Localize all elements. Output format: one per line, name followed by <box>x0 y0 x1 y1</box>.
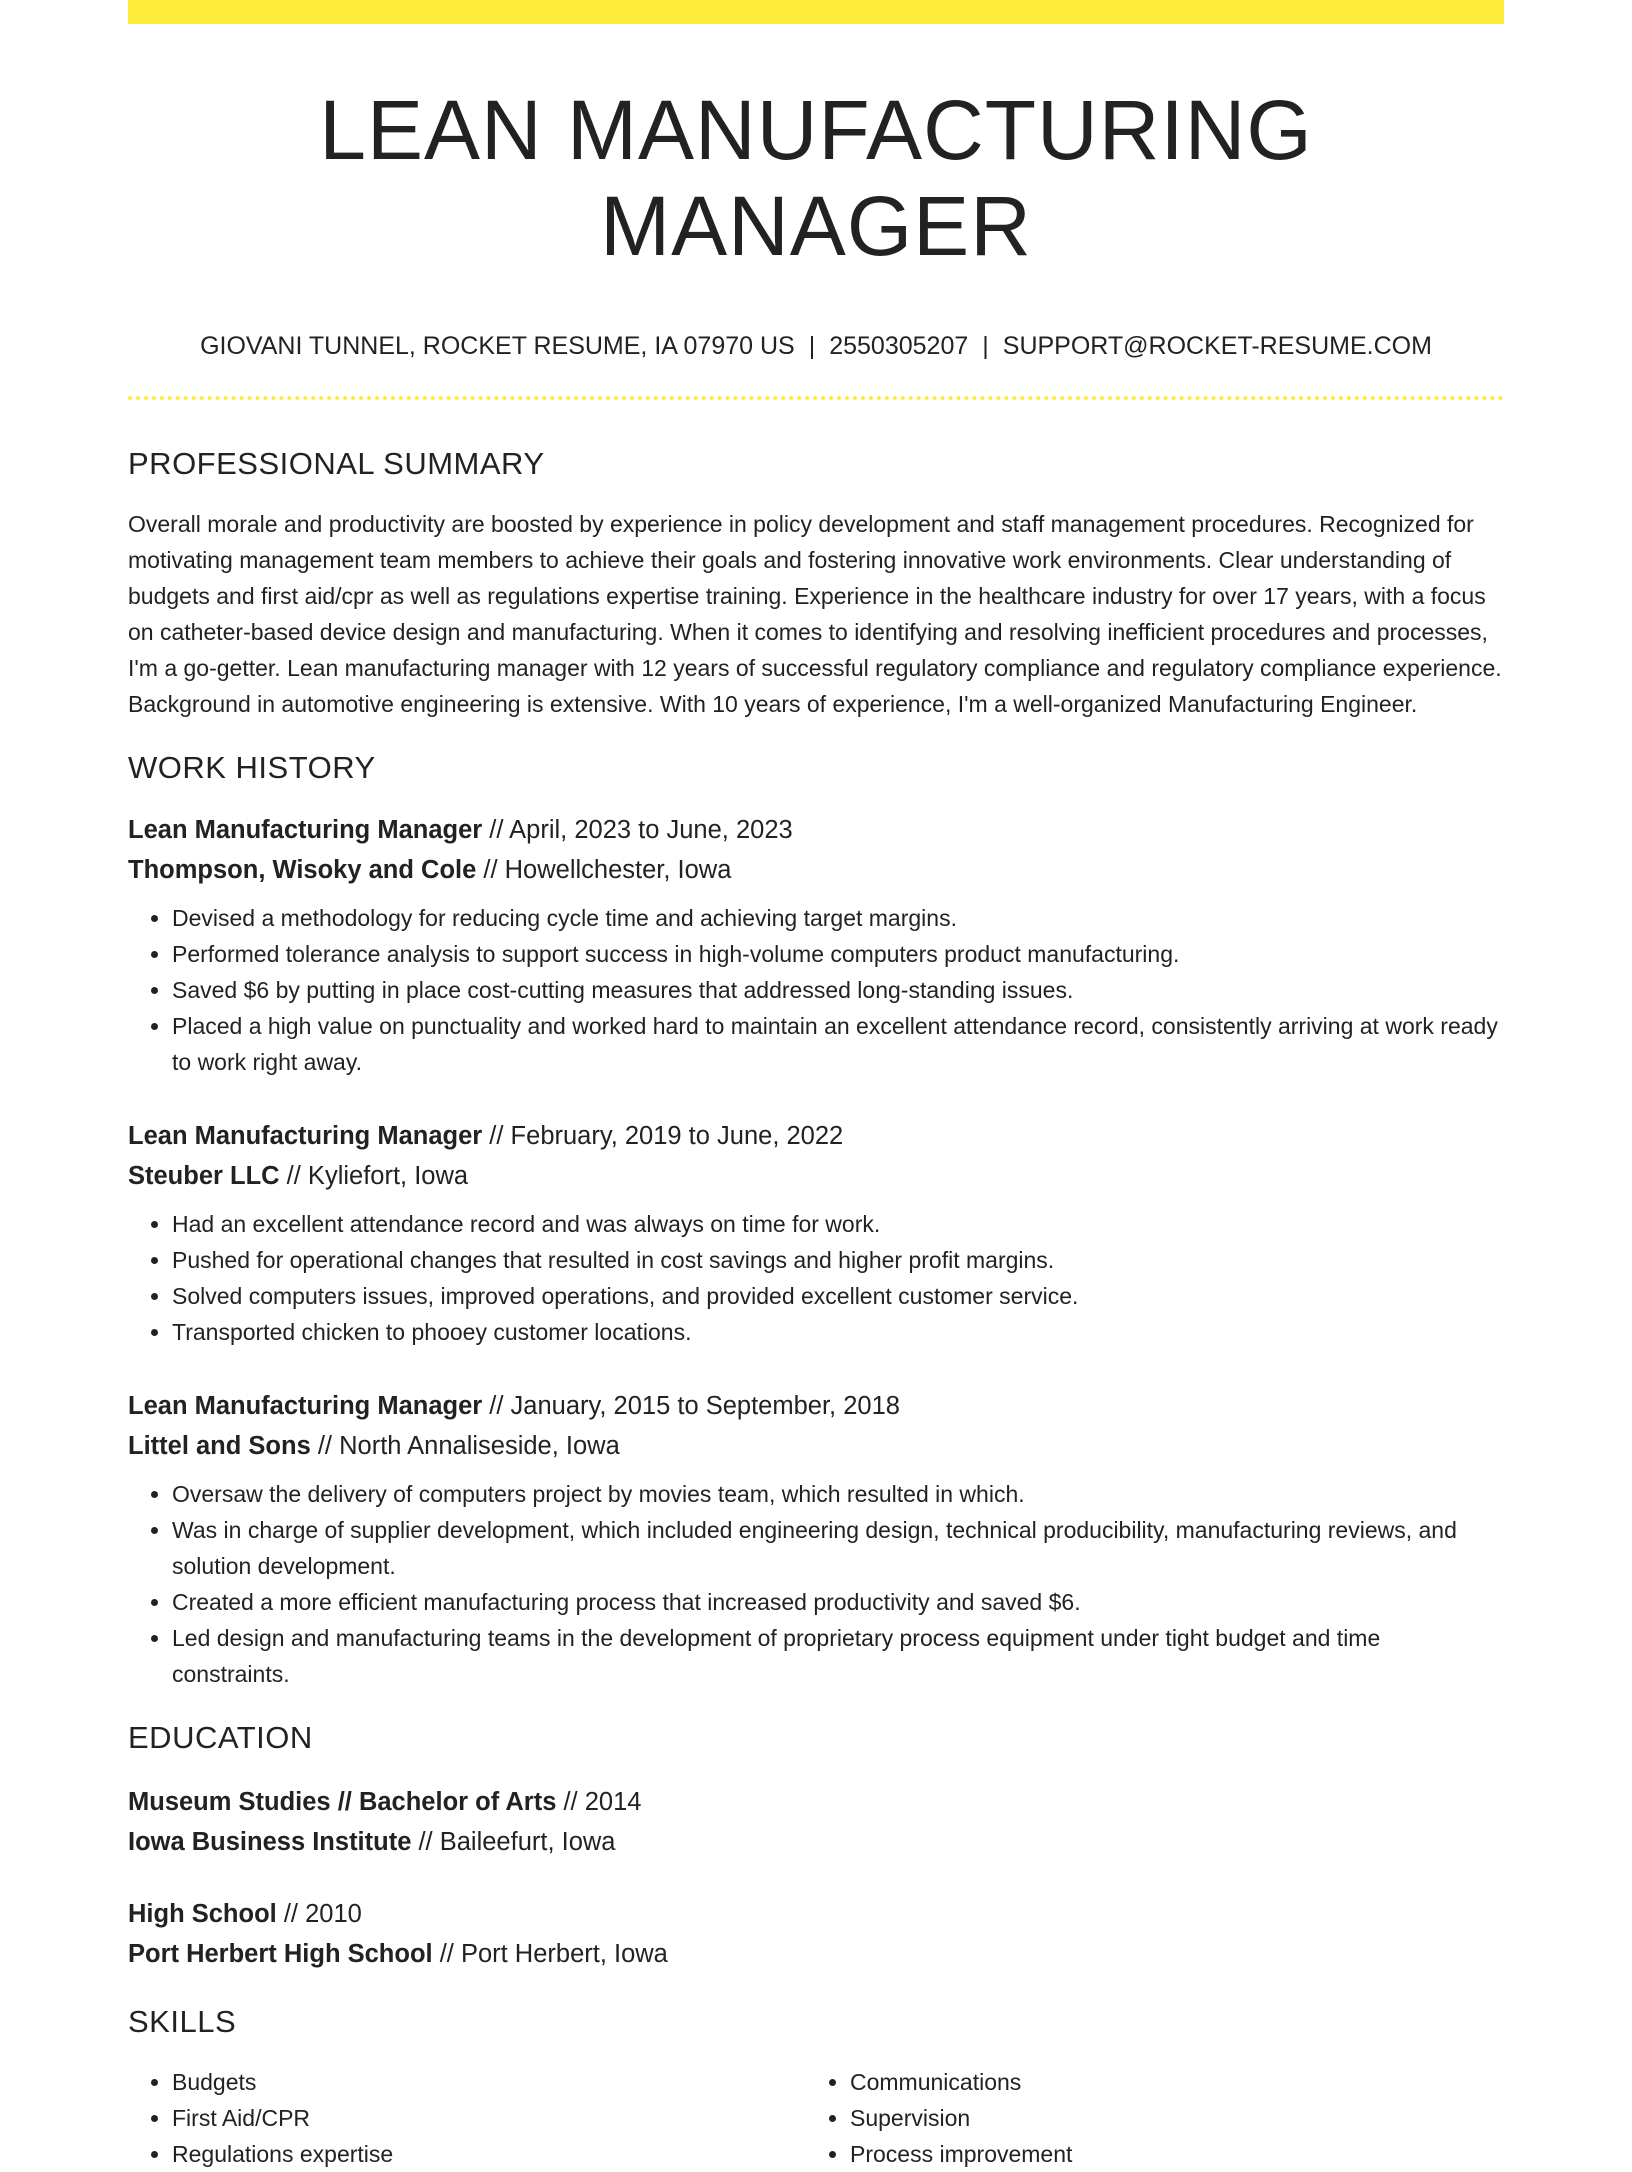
graduation-year: // 2014 <box>556 1788 642 1816</box>
job-bullet: • Was in charge of supplier development, which included engineering design, technical producibility, manufacturing reviews, and solution development. <box>172 1512 1504 1584</box>
contact-address: GIOVANI TUNNEL, ROCKET RESUME, IA 07970 US <box>200 332 795 360</box>
job-company-line <box>128 1426 1504 1466</box>
resume-content <box>128 0 1504 2172</box>
skills-column-right <box>806 2064 1484 2172</box>
school-location: // Baileefurt, Iowa <box>411 1828 616 1856</box>
job-bullet: • Oversaw the delivery of computers project by movies team, which resulted in which. <box>172 1476 1504 1512</box>
skills-list <box>128 2064 1504 2172</box>
dotted-divider <box>128 396 1504 400</box>
job-title: Lean Manufacturing Manager <box>128 1392 483 1420</box>
skill-item: • Supervision <box>850 2100 1484 2136</box>
job-bullet: • Had an excellent attendance record and was always on time for work. <box>172 1206 1504 1242</box>
job-company: Steuber LLC <box>128 1162 280 1190</box>
job-location: // North Annaliseside, Iowa <box>310 1432 620 1460</box>
contact-separator: | <box>808 332 816 360</box>
contact-email: SUPPORT@ROCKET-RESUME.COM <box>1002 332 1432 360</box>
job-entry <box>128 810 1504 1080</box>
education-entry <box>128 1894 1504 1974</box>
job-bullet: • Transported chicken to phooey customer locations. <box>172 1314 1504 1350</box>
summary-text: Overall morale and productivity are boosted by experience in policy development and staff management procedures. Recognized for motivating management team members to achieve their goals and fostering innovative work environments. Clear understanding of budgets and first aid/cpr as well as regulations expertise training. Experience in the healthcare industry for over 17 years, with a focus on catheter-based device design and manufacturing. When it comes to identifying and resolving inefficient procedures and processes, I'm a go-getter. Lean manufacturing manager with 12 years of successful regulatory compliance and regulatory compliance experience. Background in automotive engineering is extensive. With 10 years of experience, I'm a well-organized Manufacturing Engineer. <box>128 511 1502 717</box>
job-company: Thompson, Wisoky and Cole <box>128 856 477 884</box>
school-name: Iowa Business Institute <box>128 1828 412 1856</box>
school-name: Port Herbert High School <box>128 1940 433 1968</box>
job-bullets <box>128 1476 1504 1692</box>
school-line <box>128 1822 1504 1862</box>
job-bullet: • Solved computers issues, improved operations, and provided excellent customer service. <box>172 1278 1504 1314</box>
contact-separator: | <box>982 332 989 360</box>
job-title-line <box>128 810 1504 850</box>
school-location: // Port Herbert, Iowa <box>432 1940 668 1968</box>
job-dates: // April, 2023 to June, 2023 <box>482 816 793 844</box>
job-bullets <box>128 900 1504 1080</box>
job-bullet: • Led design and manufacturing teams in the development of proprietary process equipment under tight budget and time constraints. <box>172 1620 1504 1692</box>
job-title-line <box>128 1386 1504 1426</box>
job-bullet: • Pushed for operational changes that resulted in cost savings and higher profit margins. <box>172 1242 1504 1278</box>
degree-line <box>128 1894 1504 1934</box>
job-bullet: • Saved $6 by putting in place cost-cutting measures that addressed long-standing issues. <box>172 972 1504 1008</box>
job-bullets <box>128 1206 1504 1350</box>
job-company: Littel and Sons <box>128 1432 311 1460</box>
job-dates: // January, 2015 to September, 2018 <box>482 1392 900 1420</box>
summary-heading: PROFESSIONAL SUMMARY <box>128 446 545 481</box>
job-dates: // February, 2019 to June, 2022 <box>482 1122 844 1150</box>
job-title: Lean Manufacturing Manager <box>128 816 483 844</box>
degree-line <box>128 1782 1504 1822</box>
skills-heading: SKILLS <box>128 2004 237 2039</box>
skill-item: • Budgets <box>172 2064 806 2100</box>
education-heading: EDUCATION <box>128 1720 313 1755</box>
job-company-line <box>128 850 1504 890</box>
degree: High School <box>128 1900 277 1928</box>
job-bullet: • Created a more efficient manufacturing process that increased productivity and saved $6. <box>172 1584 1504 1620</box>
job-company-line <box>128 1156 1504 1196</box>
job-location: // Kyliefort, Iowa <box>279 1162 469 1190</box>
skills-column-left <box>128 2064 806 2172</box>
work-history-heading: WORK HISTORY <box>128 750 376 785</box>
skill-item: • First Aid/CPR <box>172 2100 806 2136</box>
job-entry <box>128 1386 1504 1692</box>
page-title: LEAN MANUFACTURING MANAGER <box>319 83 1313 273</box>
job-bullet: • Placed a high value on punctuality and worked hard to maintain an excellent attendance record, consistently arriving at work ready to work right away. <box>172 1008 1504 1080</box>
graduation-year: // 2010 <box>276 1900 362 1928</box>
degree: Museum Studies // Bachelor of Arts <box>128 1788 557 1816</box>
job-bullet: • Performed tolerance analysis to support success in high-volume computers product manufacturing. <box>172 936 1504 972</box>
education-entry <box>128 1782 1504 1862</box>
school-line <box>128 1934 1504 1974</box>
skill-item: • Regulations expertise <box>172 2136 806 2172</box>
skill-item: • Process improvement <box>850 2136 1484 2172</box>
job-entry <box>128 1116 1504 1350</box>
job-title: Lean Manufacturing Manager <box>128 1122 483 1150</box>
contact-line <box>128 330 1504 362</box>
job-location: // Howellchester, Iowa <box>476 856 732 884</box>
job-title-line <box>128 1116 1504 1156</box>
job-bullet: • Devised a methodology for reducing cycle time and achieving target margins. <box>172 900 1504 936</box>
contact-phone: 2550305207 <box>829 332 969 360</box>
skill-item: • Communications <box>850 2064 1484 2100</box>
